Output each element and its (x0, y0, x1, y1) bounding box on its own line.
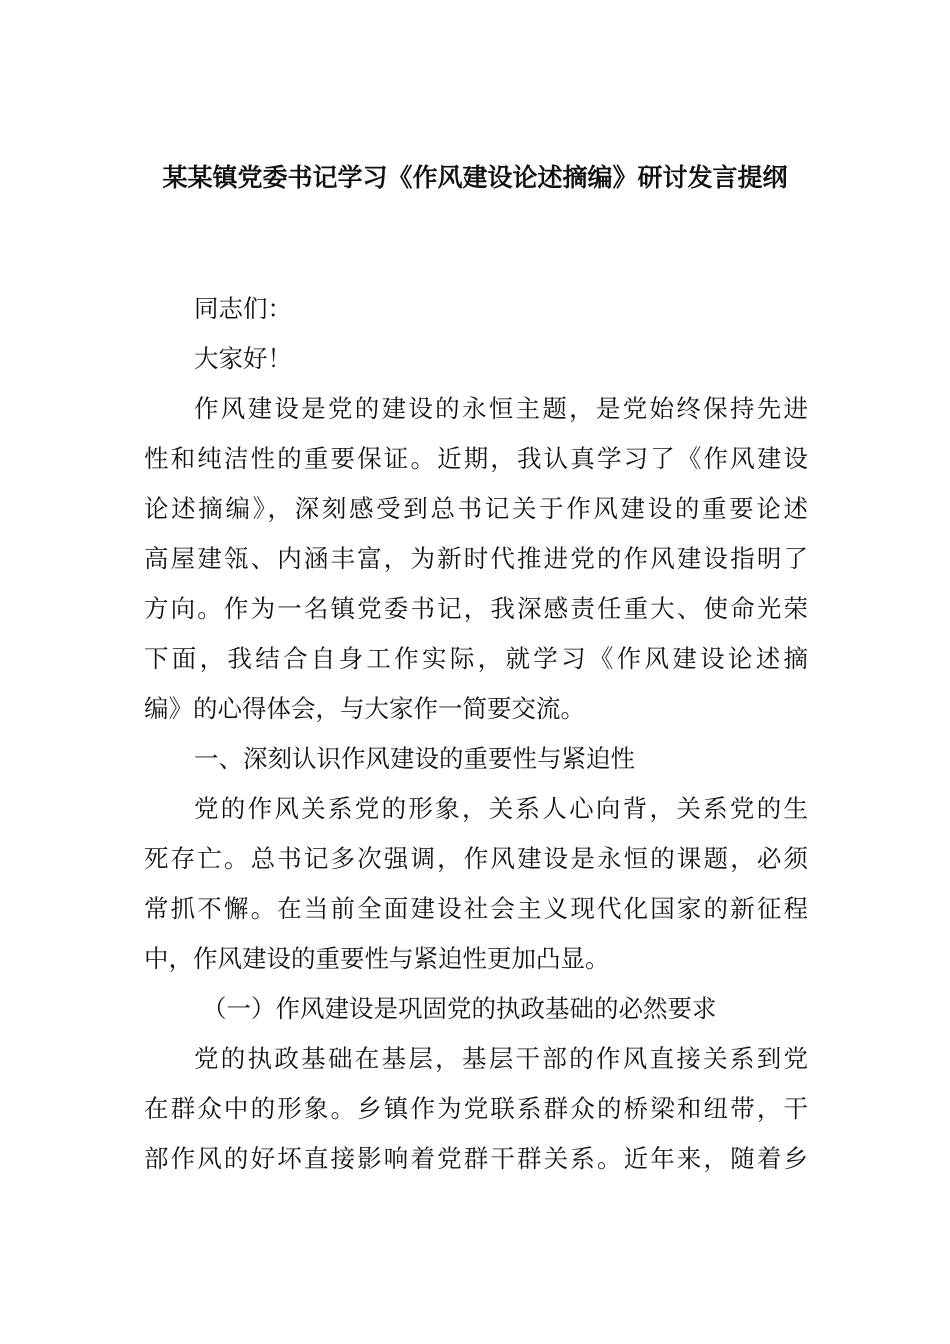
paragraph-line: 部作风的好坏直接影响着党群干群关系。近年来，随着乡 (144, 1144, 808, 1173)
paragraph-line: 中，作风建设的重要性与紧迫性更加凸显。 (144, 944, 610, 973)
paragraph-line: 下面，我结合自身工作实际，就学习《作风建设论述摘 (144, 644, 808, 673)
subsection-heading: （一）作风建设是巩固党的执政基础的必然要求 (202, 994, 717, 1023)
paragraph-line: 死存亡。总书记多次强调，作风建设是永恒的课题，必须 (144, 844, 808, 873)
paragraph-line: 常抓不懈。在当前全面建设社会主义现代化国家的新征程 (144, 894, 808, 923)
salutation: 同志们： (194, 294, 292, 323)
paragraph-line: 党的作风关系党的形象，关系人心向背，关系党的生 (194, 794, 808, 823)
greeting: 大家好！ (194, 344, 292, 373)
section-heading: 一、深刻认识作风建设的重要性与紧迫性 (194, 744, 635, 773)
document-body (144, 284, 808, 1184)
paragraph-line: 在群众中的形象。乡镇作为党联系群众的桥梁和纽带，干 (144, 1094, 808, 1123)
document-title: 某某镇党委书记学习《作风建设论述摘编》研讨发言提纲 (162, 163, 788, 192)
paragraph-line: 方向。作为一名镇党委书记，我深感责任重大、使命光荣 (144, 594, 808, 623)
paragraph-line: 作风建设是党的建设的永恒主题，是党始终保持先进 (194, 394, 808, 423)
paragraph-line: 性和纯洁性的重要保证。近期，我认真学习了《作风建设 (144, 444, 808, 473)
paragraph-line: 高屋建瓴、内涵丰富，为新时代推进党的作风建设指明了 (144, 544, 808, 573)
paragraph-line: 编》的心得体会，与大家作一简要交流。 (144, 694, 585, 723)
paragraph-line: 论述摘编》，深刻感受到总书记关于作风建设的重要论述 (144, 494, 808, 523)
paragraph-line: 党的执政基础在基层，基层干部的作风直接关系到党 (194, 1044, 808, 1073)
